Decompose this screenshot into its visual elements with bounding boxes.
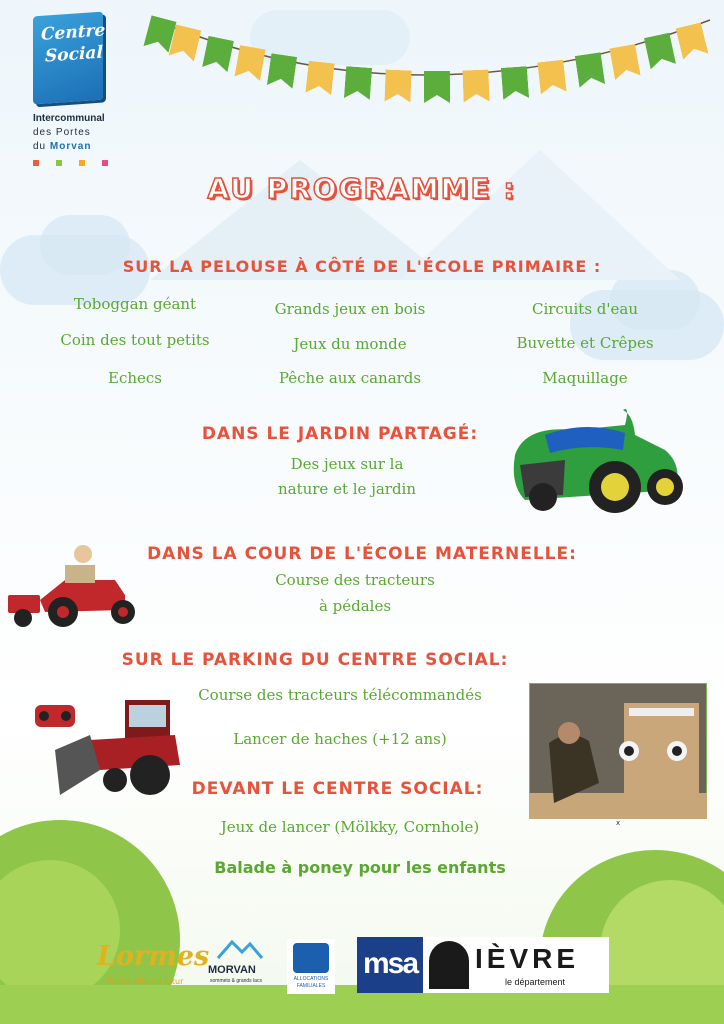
jardin-line2: nature et le jardin	[277, 480, 417, 498]
logo-dot-yellow	[79, 160, 85, 166]
pedal-tractor-image	[5, 540, 150, 630]
caf-logo	[287, 939, 335, 994]
logo-dot-green	[56, 160, 62, 166]
lormes-logo	[97, 935, 210, 997]
logo-title-line1: Centre	[41, 20, 106, 45]
centre-social-logo	[33, 12, 106, 105]
morvan-logo	[208, 938, 270, 993]
jardin-line1: Des jeux sur la	[290, 455, 404, 473]
nievre-tagline: le département	[505, 977, 566, 987]
item-maquillage: Maquillage	[542, 369, 628, 387]
logo-line2: des Portes	[33, 127, 91, 138]
logo-title-line2: Social	[45, 42, 103, 67]
item-circuits: Circuits d'eau	[531, 300, 638, 318]
caf-icon	[293, 943, 329, 973]
caf-line1: ALLOCATIONS	[293, 976, 329, 982]
msa-logo	[357, 937, 423, 993]
page-title: AU PROGRAMME :	[207, 172, 517, 205]
item-coin-petits: Coin des tout petits	[60, 331, 210, 349]
lormes-name: Lormes	[97, 941, 210, 972]
photo-caption: x	[616, 819, 621, 827]
lormes-tagline: Petite ville du futur	[107, 977, 184, 986]
inflatable-tractor-image	[505, 405, 685, 520]
heading-pelouse: SUR LA PELOUSE À CÔTÉ DE L'ÉCOLE PRIMAIRE :	[122, 257, 602, 276]
logo-line3-prefix: du	[33, 141, 47, 152]
item-buvette: Buvette et Crêpes	[516, 334, 654, 352]
parking-line1: Course des tracteurs télécommandés	[198, 686, 482, 704]
morvan-name: MORVAN	[208, 964, 256, 976]
nievre-n-icon	[429, 941, 469, 989]
mountain-icon	[216, 938, 264, 960]
heading-parking: SUR LE PARKING DU CENTRE SOCIAL:	[121, 650, 509, 670]
logo-dot-orange	[33, 160, 39, 166]
item-toboggan: Toboggan géant	[73, 295, 197, 313]
caf-line2: FAMILIALES	[296, 983, 326, 989]
item-echecs: Echecs	[108, 369, 162, 387]
heading-devant: DEVANT LE CENTRE SOCIAL:	[191, 779, 484, 799]
logo-dot-pink	[102, 160, 108, 166]
balade-text: Balade à poney pour les enfants	[214, 858, 506, 877]
item-peche: Pêche aux canards	[278, 369, 422, 387]
item-grands-jeux: Grands jeux en bois	[274, 300, 426, 318]
cour-line2: à pédales	[318, 597, 392, 615]
morvan-tagline: sommets & grands lacs	[210, 978, 262, 984]
nievre-name: IÈVRE	[475, 943, 580, 974]
cour-line1: Course des tracteurs	[275, 571, 435, 589]
logo-line3-name: Morvan	[49, 141, 92, 152]
parking-line2: Lancer de haches (+12 ans)	[233, 730, 447, 748]
logo-line1: Intercommunal	[33, 113, 105, 124]
devant-line1: Jeux de lancer (Mölkky, Cornhole)	[220, 818, 480, 836]
heading-jardin: DANS LE JARDIN PARTAGÉ:	[201, 424, 479, 444]
heading-cour: DANS LA COUR DE L'ÉCOLE MATERNELLE:	[147, 544, 577, 564]
item-jeux-monde: Jeux du monde	[293, 335, 407, 353]
nievre-msa-logo	[357, 937, 609, 993]
msa-text: msa	[363, 947, 418, 980]
